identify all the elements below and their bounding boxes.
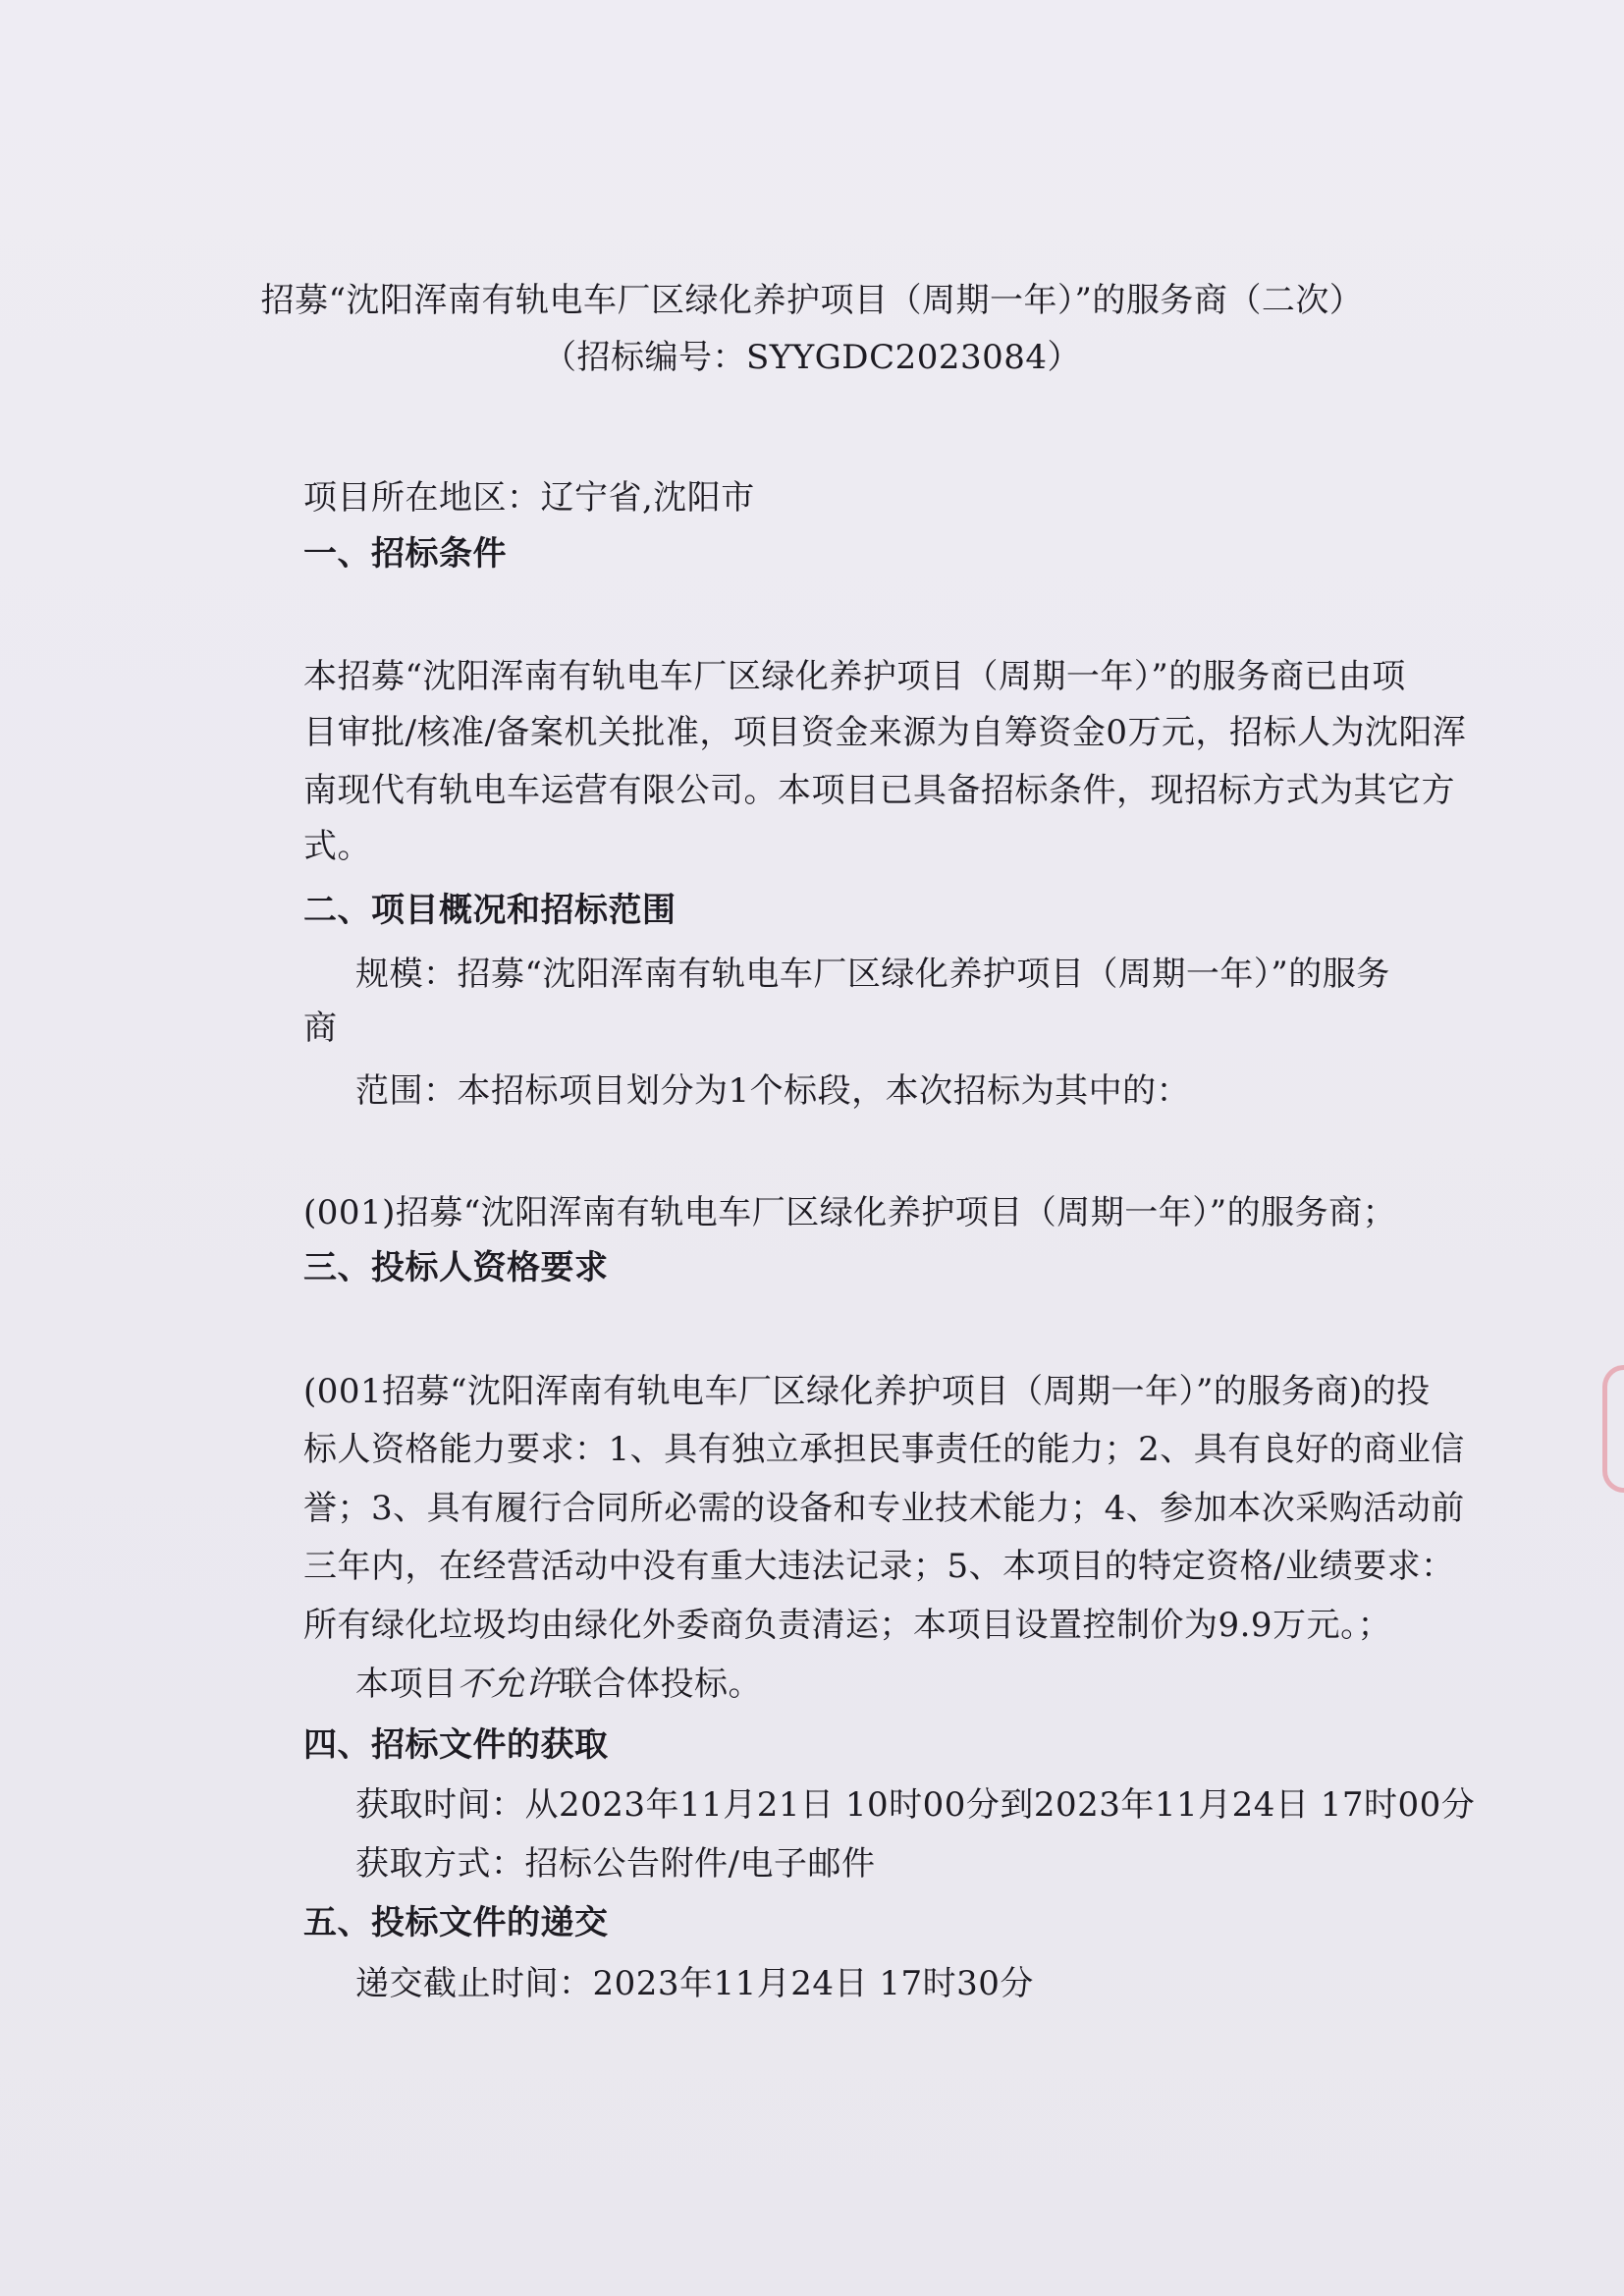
scale-text: 规模：招募“沈阳浑南有轨电车厂区绿化养护项目（周期一年）”的服务 <box>355 955 1390 994</box>
consortium-text <box>355 1665 762 1704</box>
lot-text: (001)招募“沈阳浑南有轨电车厂区绿化养护项目（周期一年）”的服务商； <box>303 1193 1397 1232</box>
consortium-post: 联合体投标。 <box>559 1665 762 1704</box>
submission-deadline: 递交截止时间：2023年11月24日 17时30分 <box>355 1964 1034 2003</box>
project-region: 项目所在地区：辽宁省,沈阳市 <box>303 478 755 518</box>
doc-title: 招募“沈阳浑南有轨电车厂区绿化养护项目（周期一年）”的服务商（二次） <box>260 281 1364 320</box>
section-2-heading: 二、项目概况和招标范围 <box>303 891 677 930</box>
consortium-emphasis: 不允许 <box>457 1665 559 1704</box>
scope-text: 范围：本招标项目划分为1个标段，本次招标为其中的： <box>355 1071 1191 1111</box>
section-1-heading: 一、招标条件 <box>303 534 507 574</box>
section-1-text: 本招募“沈阳浑南有轨电车厂区绿化养护项目（周期一年）”的服务商已由项 <box>303 657 1406 696</box>
section-1-text: 目审批/核准/备案机关批准，项目资金来源为自筹资金0万元，招标人为沈阳浑 <box>303 713 1467 752</box>
section-1-text: 南现代有轨电车运营有限公司。本项目已具备招标条件，现招标方式为其它方 <box>303 771 1455 810</box>
section-5-heading: 五、投标文件的递交 <box>303 1903 609 1942</box>
section-3-text: 标人资格能力要求：1、具有独立承担民事责任的能力；2、具有良好的商业信 <box>303 1430 1465 1469</box>
section-3-text: 誉；3、具有履行合同所必需的设备和专业技术能力；4、参加本次采购活动前 <box>303 1489 1465 1528</box>
section-4-heading: 四、招标文件的获取 <box>303 1725 609 1765</box>
consortium-pre: 本项目 <box>355 1665 458 1704</box>
red-seal-stamp <box>1602 1365 1624 1493</box>
acquire-method: 获取方式：招标公告附件/电子邮件 <box>355 1844 876 1884</box>
section-1-text: 式。 <box>303 827 371 866</box>
tender-number: （招标编号：SYYGDC2023084） <box>542 338 1082 377</box>
section-3-heading: 三、投标人资格要求 <box>303 1248 609 1287</box>
section-3-text: 三年内，在经营活动中没有重大违法记录；5、本项目的特定资格/业绩要求： <box>303 1547 1455 1586</box>
section-3-text: (001招募“沈阳浑南有轨电车厂区绿化养护项目（周期一年）”的服务商)的投 <box>303 1372 1431 1411</box>
acquire-time: 获取时间：从2023年11月21日 10时00分到2023年11月24日 17时00分 <box>355 1785 1476 1825</box>
scale-text-cont: 商 <box>303 1009 338 1048</box>
section-3-text: 所有绿化垃圾均由绿化外委商负责清运；本项目设置控制价为9.9万元。； <box>303 1606 1392 1645</box>
